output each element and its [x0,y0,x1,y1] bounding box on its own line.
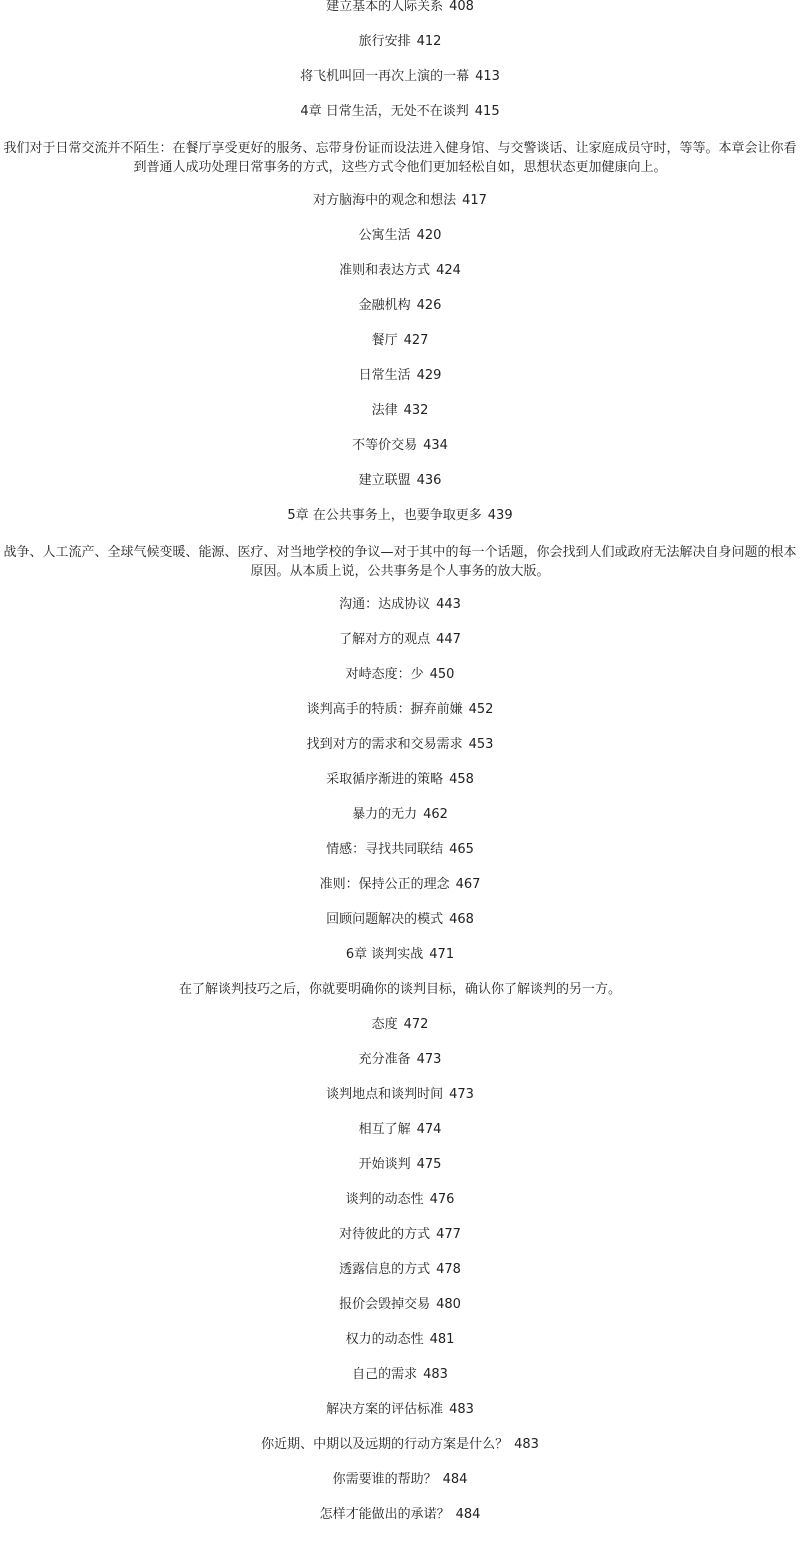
toc-entry-page: 473 [416,1052,442,1067]
toc-entry-title: 准则和表达方式 [339,263,431,278]
toc-entry-page: 484 [455,1507,481,1522]
toc-entry-page: 484 [442,1472,468,1487]
toc-entry-title: 准则：保持公正的理念 [319,877,450,892]
chapter-summary-text: 战争、人工流产、全球气候变暖、能源、医疗、对当地学校的争议—对于其中的每一个话题，你会找到人们或政府无法解决自身问题的根本原因。从本质上说，公共事务是个人事务的放大版。 [3,545,797,579]
toc-entry-page: 434 [423,438,448,453]
toc-entry-title: 透露信息的方式 [339,1262,431,1277]
chapter-summary [0,543,800,598]
toc-entry-title: 6章 谈判实战 [345,947,424,962]
toc-entry [0,913,800,948]
toc-entry [0,1228,800,1263]
toc-entry-page: 408 [449,0,474,14]
toc-entry [0,598,800,633]
toc-entry-title: 谈判地点和谈判时间 [326,1087,444,1102]
chapter-summary-text: 在了解谈判技巧之后，你就要明确你的谈判目标，确认你了解谈判的另一方。 [178,982,621,997]
toc-entry-page: 424 [436,263,461,278]
toc-entry [0,703,800,738]
toc-entry [0,1438,800,1473]
toc-entry [0,194,800,229]
toc-entry [0,738,800,773]
toc-entry [0,439,800,474]
toc-entry-page: 439 [487,508,513,523]
toc-entry [0,0,800,35]
toc-entry [0,1158,800,1193]
toc-entry-title: 法律 [371,403,398,418]
toc-entry [0,264,800,299]
toc-entry-title: 对待彼此的方式 [339,1227,431,1242]
toc-entry-title: 充分准备 [358,1052,411,1067]
toc-entry [0,1508,800,1543]
toc-entry-title: 相互了解 [358,1122,411,1137]
toc-entry-title: 建立联盟 [358,473,411,488]
toc-entry-title: 你需要谁的帮助？ [332,1472,437,1487]
toc-entry [0,299,800,334]
toc-entry-page: 474 [416,1122,442,1137]
toc-entry-page: 480 [436,1297,461,1312]
toc-entry-page: 426 [416,298,442,313]
toc-entry [0,1403,800,1438]
toc-entry-title: 旅行安排 [358,34,411,49]
toc-entry [0,1088,800,1123]
toc-entry-page: 478 [436,1262,461,1277]
toc-entry [0,35,800,70]
toc-entry [0,1368,800,1403]
toc-entry-page: 412 [416,34,442,49]
toc-entry-page: 458 [449,772,474,787]
toc-entry [0,369,800,404]
toc-entry-title: 对峙态度：少 [345,667,424,682]
toc-entry-page: 450 [429,667,455,682]
toc-entry-page: 473 [449,1087,474,1102]
toc-entry-title: 怎样才能做出的承诺？ [319,1507,450,1522]
toc-entry [0,229,800,264]
toc-entry-title: 5章 在公共事务上，也要争取更多 [287,508,482,523]
chapter-summary-text: 我们对于日常交流并不陌生：在餐厅享受更好的服务、忘带身份证而设法进入健身馆、与交警谈话、让家庭成员守时，等等。本章会让你看到普通人成功处理日常事务的方式，这些方式令他们更加轻松自如，思想状态更加健康向上。 [3,141,797,175]
toc-entry [0,509,800,544]
toc-entry-page: 472 [403,1017,429,1032]
toc-entry-page: 462 [423,807,448,822]
toc-entry [0,1263,800,1298]
toc-entry-title: 不等价交易 [352,438,418,453]
toc-entry-title: 谈判的动态性 [345,1192,424,1207]
toc-entry-page: 467 [455,877,481,892]
toc-entry-title: 解决方案的评估标准 [326,1402,444,1417]
toc-entry-page: 483 [449,1402,474,1417]
toc-entry-page: 447 [436,632,461,647]
toc-entry-title: 开始谈判 [358,1157,411,1172]
toc-entry-title: 对方脑海中的观念和想法 [313,193,457,208]
toc-entry-page: 429 [416,368,442,383]
toc-entry-page: 483 [514,1437,539,1452]
toc-entry-page: 481 [429,1332,455,1347]
toc-entry-page: 476 [429,1192,455,1207]
toc-entry-page: 465 [449,842,474,857]
toc-entry-page: 432 [403,403,429,418]
toc-entry-page: 483 [423,1367,448,1382]
toc-entry-page: 415 [474,104,500,119]
toc-entry-title: 权力的动态性 [345,1332,424,1347]
toc-entry [0,1193,800,1228]
toc-entry [0,1298,800,1333]
toc-entry-page: 453 [468,737,494,752]
toc-entry [0,1053,800,1088]
toc-entry-title: 自己的需求 [352,1367,418,1382]
chapter-summary [0,983,800,1018]
toc-entry-title: 回顾问题解决的模式 [326,912,444,927]
toc-entry [0,808,800,843]
toc-entry-title: 情感：寻找共同联结 [326,842,444,857]
toc-entry [0,1333,800,1368]
toc-entry-page: 420 [416,228,442,243]
toc-entry [0,843,800,878]
toc-entry [0,1473,800,1508]
toc-entry-title: 建立基本的人际关系 [326,0,444,14]
toc-entry-page: 417 [462,193,487,208]
toc-entry-page: 475 [416,1157,442,1172]
toc-entry-title: 找到对方的需求和交易需求 [306,737,463,752]
toc-entry-title: 谈判高手的特质：摒弃前嫌 [306,702,463,717]
toc-entry-title: 采取循序渐进的策略 [326,772,444,787]
toc-entry-page: 427 [403,333,429,348]
toc-entry [0,474,800,509]
toc-entry [0,878,800,913]
toc-entry-title: 沟通：达成协议 [339,597,431,612]
toc-entry-page: 443 [436,597,461,612]
toc-entry-page: 413 [475,69,500,84]
toc-entry [0,668,800,703]
toc-entry [0,773,800,808]
toc-entry [0,633,800,668]
toc-entry-page: 468 [449,912,474,927]
toc-entry [0,334,800,369]
toc-entry-title: 报价会毁掉交易 [339,1297,431,1312]
toc-entry-title: 你近期、中期以及远期的行动方案是什么？ [261,1437,509,1452]
toc-entry [0,70,800,105]
toc-entry-title: 4章 日常生活，无处不在谈判 [300,104,469,119]
toc-entry-title: 金融机构 [358,298,411,313]
toc-entry [0,948,800,983]
toc-entry-page: 477 [436,1227,461,1242]
toc-entry [0,1018,800,1053]
toc-entry-title: 态度 [371,1017,398,1032]
toc-entry-title: 日常生活 [358,368,411,383]
toc-entry-title: 将飞机叫回一再次上演的一幕 [300,69,470,84]
chapter-summary [0,139,800,194]
toc-entry-page: 452 [468,702,494,717]
toc-entry-title: 公寓生活 [358,228,411,243]
toc-entry [0,1123,800,1158]
toc-entry [0,404,800,439]
toc-entry-title: 餐厅 [371,333,398,348]
toc-entry [0,105,800,140]
toc-entry-title: 暴力的无力 [352,807,418,822]
toc-entry-page: 471 [429,947,455,962]
toc-entry-title: 了解对方的观点 [339,632,431,647]
toc-entry-page: 436 [416,473,442,488]
